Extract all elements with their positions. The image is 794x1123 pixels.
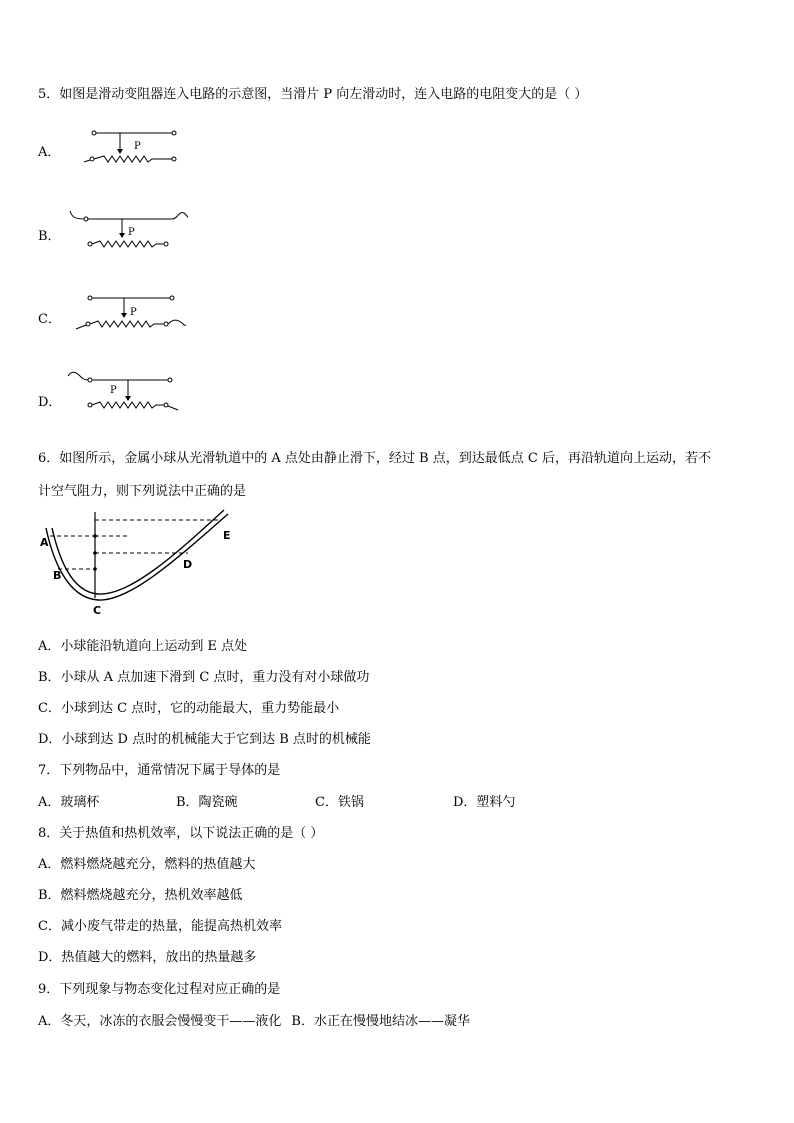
q5-option-c-figure [72,293,192,335]
q5-option-d-figure [66,368,186,414]
q6-point-a-label: A [40,536,49,549]
q6-stem-line2: 计空气阻力，则下列说法中正确的是 [38,484,247,499]
q6-option-d: D．小球到达 D 点时的机械能大于它到达 B 点时的机械能 [38,732,371,747]
q7-option-c: C．铁锅 [315,795,364,810]
q7-stem: 7．下列物品中，通常情况下属于导体的是 [38,763,281,778]
q6-stem-line1: 6．如图所示，金属小球从光滑轨道中的 A 点处由静止滑下，经过 B 点，到达最低点 C 后，再沿轨道向上运动，若不 [38,451,711,466]
q6-option-b: B．小球从 A 点加速下滑到 C 点时，重力没有对小球做功 [38,670,370,685]
q9-options-row [38,1010,470,1029]
q8-option-b: B．燃料燃烧越充分，热机效率越低 [38,888,243,903]
q5-option-c-label: C． [38,312,61,327]
q5-c-slider-label: P [130,307,137,318]
q6-option-c: C．小球到达 C 点时，它的动能最大，重力势能最小 [38,701,340,716]
q5-option-a-label: A． [38,145,61,160]
q5-d-slider-label: P [110,385,117,396]
q5-option-b-label: B． [38,229,61,244]
q5-a-slider-label: P [134,141,141,152]
q5-option-b-figure [64,207,194,253]
q6-point-c-label: C [93,604,102,617]
q8-stem: 8．关于热值和热机效率，以下说法正确的是（ ） [38,826,324,841]
q9-option-b: B．水正在慢慢地结冰——凝华 [291,1014,470,1029]
q6-option-a: A．小球能沿轨道向上运动到 E 点处 [38,639,248,654]
q8-option-d: D．热值越大的燃料，放出的热量越多 [38,950,257,965]
q7-option-b: B．陶瓷碗 [176,795,238,810]
q9-stem: 9．下列现象与物态变化过程对应正确的是 [38,982,281,997]
q5-option-a-figure [78,126,188,168]
q6-point-d-label: D [183,558,193,571]
q5-stem: 5．如图是滑动变阻器连入电路的示意图，当滑片 P 向左滑动时，连入电路的电阻变大的是（ ） [38,87,588,102]
q8-option-c: C．减小废气带走的热量，能提高热机效率 [38,919,282,934]
q5-option-d-label: D． [38,395,62,410]
q5-b-slider-label: P [128,227,135,238]
q7-options-row [38,791,515,810]
q6-point-e-label: E [223,529,231,542]
q7-option-a: A．玻璃杯 [38,795,100,810]
q7-option-d: D．塑料勺 [453,795,516,810]
q8-option-a: A．燃料燃烧越充分，燃料的热值越大 [38,857,256,872]
q9-option-a: A．冬天，冰冻的衣服会慢慢变干——液化 [38,1014,282,1029]
q6-point-b-label: B [53,569,62,582]
q6-track-figure [40,506,232,618]
